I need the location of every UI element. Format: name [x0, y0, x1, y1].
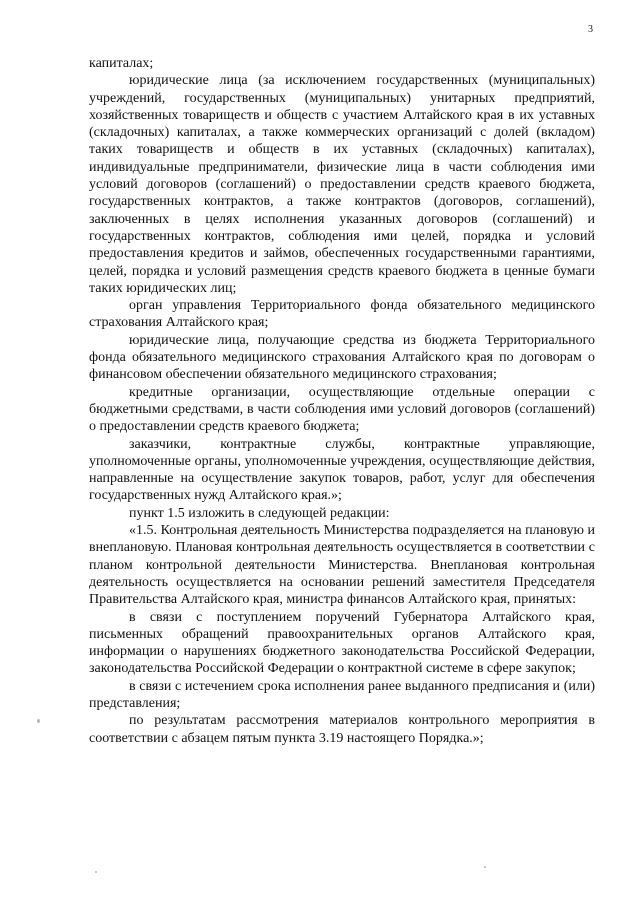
paragraph-grounds-materials: по результатам рассмотрения материалов контрольного мероприятия в соответствии с абзацем пятым пункта 3.19 настоящего Порядка.»;	[89, 713, 595, 746]
scan-speck	[95, 871, 97, 873]
paragraph-credit-organizations: кредитные организации, осуществляющие отдельные операции с бюджетными средствами, в части соблюдения ими условий договоров (соглашений) о предоставлении средств краевого бюджета;	[89, 384, 595, 435]
document-body	[89, 55, 595, 747]
paragraph-grounds-expiry: в связи с истечением срока исполнения ранее выданного предписания и (или) представления;	[89, 678, 595, 711]
paragraph-amendment-instruction: пункт 1.5 изложить в следующей редакции:	[129, 505, 390, 521]
scan-speck	[37, 719, 40, 723]
paragraph-continuation: капиталах;	[89, 56, 154, 71]
paragraph-fund-management: орган управления Территориального фонда обязательного медицинского страхования Алтайского края;	[89, 298, 595, 331]
paragraph-customers: заказчики, контрактные службы, контрактные управляющие, уполномоченные органы, уполномоченные учреждения, осуществляющие действия, направленные на осуществление закупок товаров, работ, услуг для обеспечения государственных нужд Алтайского края.»;	[89, 436, 595, 504]
page-number: 3	[588, 24, 593, 35]
scan-speck	[484, 866, 486, 868]
paragraph-fund-recipients: юридические лица, получающие средства из бюджета Территориального фонда обязательного медицинского страхования Алтайского края по договорам о финансовом обеспечении обязательного медицинского страхования;	[89, 332, 595, 383]
paragraph-grounds-instructions: в связи с поступлением поручений Губернатора Алтайского края, письменных обращений правоохранительных органов Алтайского края, информации о нарушениях бюджетного законодательства Российской Федерации, законодательства Российской Федерации о контрактной системе в сфере закупок;	[89, 609, 595, 677]
paragraph-legal-entities: юридические лица (за исключением государственных (муниципальных) учреждений, государственных (муниципальных) унитарных предприятий, хозяйственных товариществ и обществ с участием Алтайского края в их уставных (складочных) капиталах, а также коммерческих организаций с долей (вкладом) таких товариществ и обществ в их уставных (складочных) капиталах), индивидуальные предприниматели, физические лица в части соблюдения ими условий договоров (соглашений) о предоставлении средств краевого бюджета, государственных контрактов, а также контрактов (договоров, соглашений), заключенных в целях исполнения указанных договоров (соглашений) и государственных контрактов, соблюдения ими целей, порядка и условий предоставления кредитов и займов, обеспеченных государственными гарантиями, целей, порядка и условий размещения средств краевого бюджета в ценные бумаги таких юридических лиц;	[89, 73, 595, 296]
paragraph-clause-1-5: «1.5. Контрольная деятельность Министерства подразделяется на плановую и внеплановую. Плановая контрольная деятельность осуществляется в соответствии с планом контрольной деятельности Министерства. Внеплановая контрольная деятельность осуществляется на основании решений заместителя Председателя Правительства Алтайского края, министра финансов Алтайского края, принятых:	[89, 523, 595, 608]
